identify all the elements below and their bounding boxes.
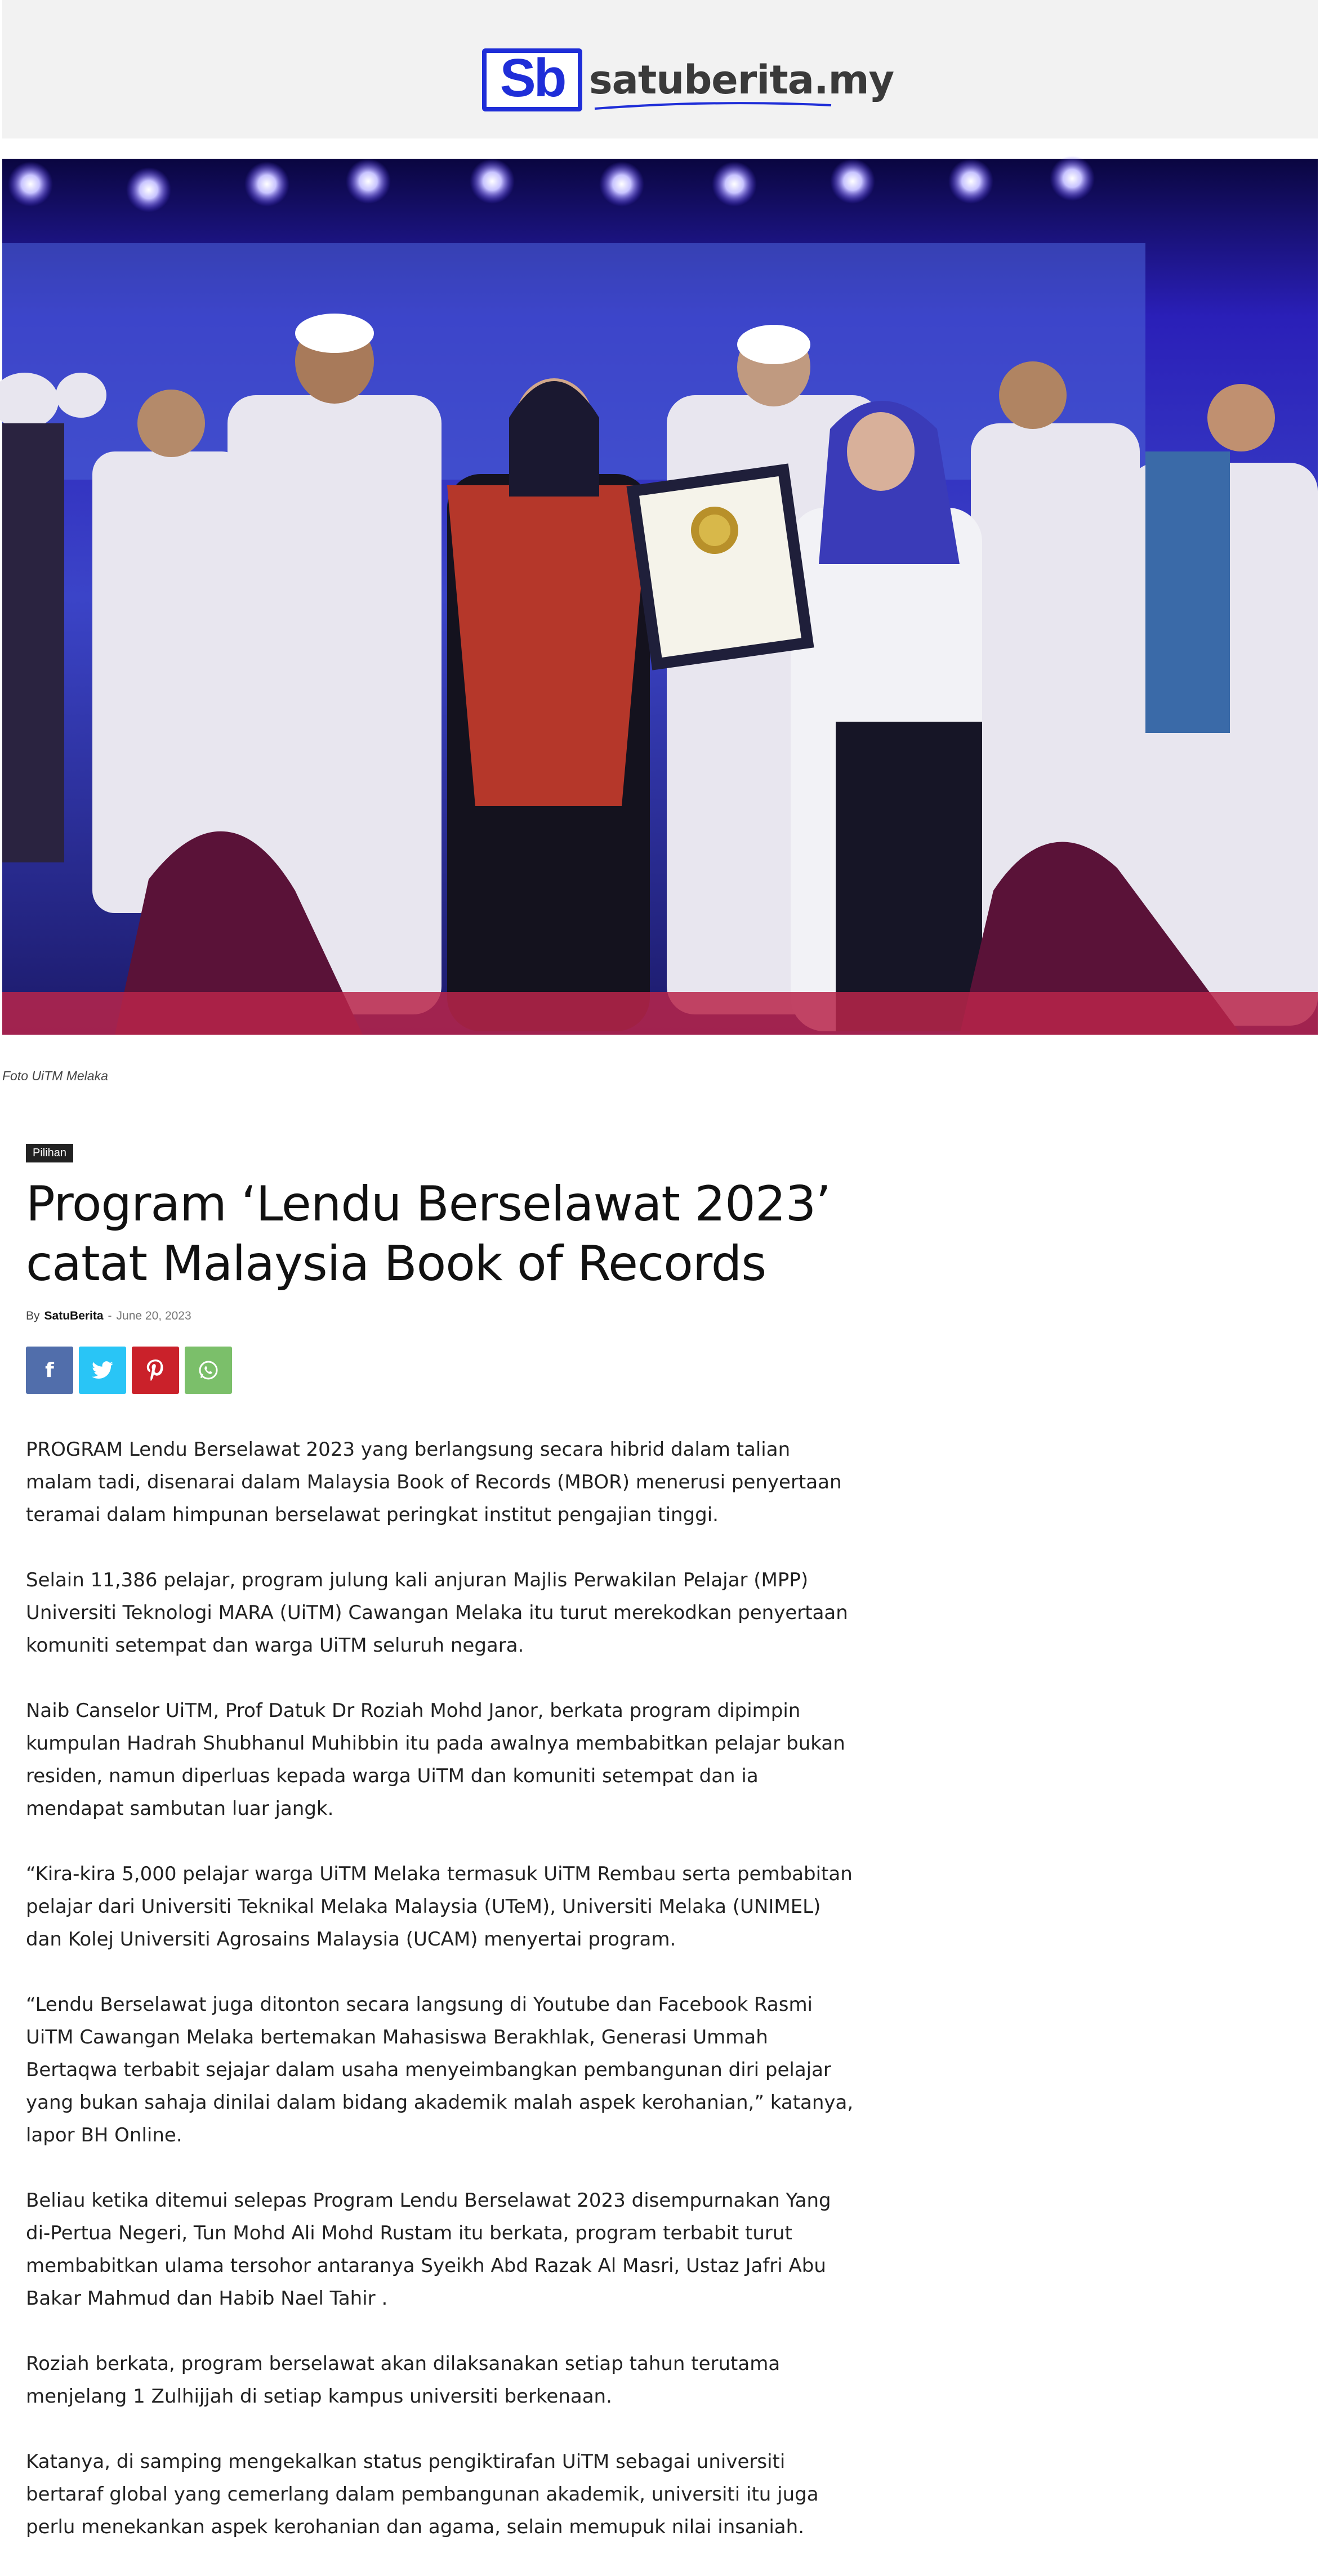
article-paragraph: PROGRAM Lendu Berselawat 2023 yang berlangsung secara hibrid dalam talian malam tadi, disenarai dalam Malaysia Book of Records (MBOR) menerusi penyertaan teramai dalam himpunan berselawat peringkat institut pengajian tinggi. [26,1438,842,1526]
category-tag[interactable]: Pilihan [26,1144,73,1162]
article-paragraph: Roziah berkata, program berselawat akan dilaksanakan setiap tahun terutama menjelang 1 Zulhijjah di setiap kampus universiti berkenaan. [26,2353,781,2408]
facebook-icon: f [45,1358,54,1382]
logo-mark-text: Sb [500,48,565,108]
article-paragraph: Katanya, di samping mengekalkan status pengiktirafan UiTM sebagai universiti bertaraf global yang cemerlang dalam pembangunan akademik, universiti itu juga perlu menekankan aspek kerohanian dan agama, selain memupuk nilai insaniah. [26,2450,819,2538]
twitter-icon [92,1361,113,1379]
hero-photo-illustration [2,159,1318,1035]
site-header [2,0,1318,138]
whatsapp-icon [198,1360,218,1380]
meta-separator: - [108,1309,112,1322]
article-meta [26,1309,191,1323]
article-paragraph: Selain 11,386 pelajar, program julung kali anjuran Majlis Perwakilan Pelajar (MPP) Universiti Teknologi MARA (UiTM) Cawangan Melaka itu turut merekodkan penyertaan komuniti setempat dan warga UiTM seluruh negara. [26,1569,848,1657]
pinterest-icon [146,1359,164,1381]
woman-left [447,378,650,1031]
twitter-share-button[interactable] [79,1347,126,1394]
logo-wordmark [589,57,894,103]
article-paragraph: Naib Canselor UiTM, Prof Datuk Dr Roziah Mohd Janor, berkata program dipimpin kumpulan Hadrah Shubhanul Muhibbin itu pada awalnya membabitkan pelajar bukan residen, namun diperluas kepada warga UiTM dan komuniti setempat dan ia mendapat sambutan luar jangk. [26,1700,845,1820]
photo-caption: Foto UiTM Melaka [2,1068,108,1083]
article-body [26,1433,859,2576]
article-paragraph: Beliau ketika ditemui selepas Program Lendu Berselawat 2023 disempurnakan Yang di-Pertua Negeri, Tun Mohd Ali Mohd Rustam itu berkata, program terbabit turut membabitkan ulama tersohor antaranya Syeikh Abd Razak Al Masri, Ustaz Jafri Abu Bakar Mahmud dan Habib Nael Tahir . [26,2189,831,2310]
logo-mark [482,48,582,111]
logo-wordmark-text: satuberita.my [589,57,894,103]
logo-swoosh [589,101,837,112]
article-paragraph: “Kira-kira 5,000 pelajar warga UiTM Melaka termasuk UiTM Rembau serta pembabitan pelajar dari Universiti Teknikal Melaka Malaysia (UTeM), Universiti Melaka (UNIMEL) dan Kolej Universiti Agrosains Malaysia (UCAM) menyertai program. [26,1863,853,1951]
author-link[interactable]: SatuBerita [44,1309,104,1322]
article-title: Program ‘Lendu Berselawat 2023’ catat Malaysia Book of Records [26,1176,831,1292]
publish-date: June 20, 2023 [116,1309,191,1322]
meta-by: By [26,1309,40,1322]
site-logo[interactable] [482,48,894,111]
pinterest-share-button[interactable] [132,1347,179,1394]
facebook-share-button[interactable] [26,1347,73,1394]
hero-photo [2,159,1318,1035]
share-buttons [26,1347,232,1394]
whatsapp-share-button[interactable] [185,1347,232,1394]
certificate [626,463,814,670]
article-paragraph: “Lendu Berselawat juga ditonton secara langsung di Youtube dan Facebook Rasmi UiTM Cawangan Melaka bertemakan Mahasiswa Berakhlak, Generasi Ummah Bertaqwa terbabit sejajar dalam usaha menyeimbangkan pembangunan diri pelajar yang bukan sahaja dinilai dalam bidang akademik malah aspek kerohanian,” katanya, lapor BH Online. [26,1993,854,2146]
